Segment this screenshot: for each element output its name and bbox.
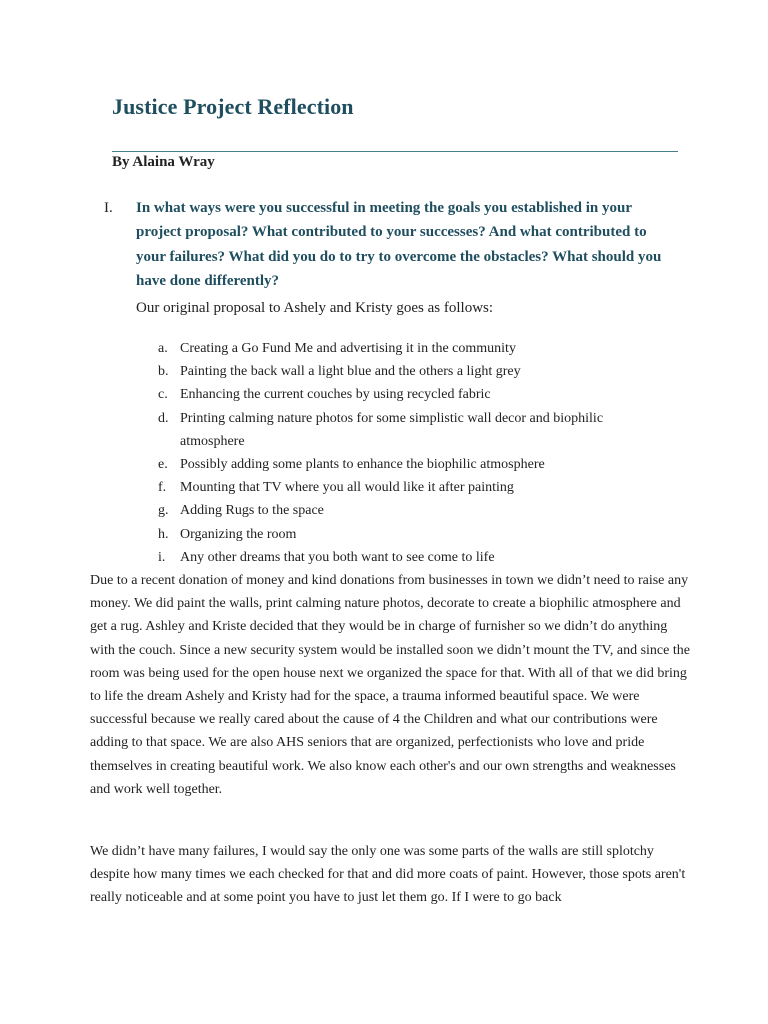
list-item-text: Creating a Go Fund Me and advertising it in the community <box>180 341 516 356</box>
document-title: Justice Project Reflection <box>112 94 354 119</box>
list-item-text: Enhancing the current couches by using recycled fabric <box>180 387 491 403</box>
list-item-text: Painting the back wall a light blue and the others a light grey <box>180 364 521 380</box>
list-item <box>158 453 658 476</box>
list-item-text: Organizing the room <box>180 526 297 542</box>
proposal-intro: Our original proposal to Ashely and Kristy goes as follows: <box>136 300 494 316</box>
list-item <box>158 546 658 569</box>
body-paragraph: We didn’t have many failures, I would say the only one was some parts of the walls are still splotchy despite how many times we each checked for that and did more coats of paint. However, those spots aren't really noticeable and at some point you have to just let them go. If I were to go back <box>90 844 686 906</box>
list-item <box>158 476 658 499</box>
list-item-marker: h. <box>158 526 169 542</box>
list-item <box>158 360 658 383</box>
list-item-text: Adding Rugs to the space <box>180 503 324 519</box>
list-item <box>158 523 658 546</box>
list-item-text: Printing calming nature photos for some simplistic wall decor and biophilic atmosphere <box>180 410 604 449</box>
list-item-marker: e. <box>158 457 168 473</box>
question-number: I. <box>104 200 113 216</box>
list-item-marker: f. <box>158 480 167 496</box>
body-paragraph: Due to a recent donation of money and kind donations from businesses in town we didn’t need to raise any money. We did paint the walls, print calming nature photos, decorate to create a biophilic atmosphere and get a rug. Ashley and Kriste decided that they would be in charge of furnisher so we didn’t do anything with the couch. Since a new security system would be installed soon we didn’t mount the TV, and since the room was being used for the open house next we organized the space for that. With all of that we did bring to life the dream Ashely and Kristy had for the space, a trauma informed beautiful space. We were successful because we really cared about the cause of 4 the Children and what our contributions were adding to that space. We are also AHS seniors that are organized, perfectionists who love and pride themselves in creating beautiful work. We also know each other's and our own strengths and weaknesses and work well together. <box>90 573 690 797</box>
list-item-marker: a. <box>158 341 168 356</box>
list-item-marker: g. <box>158 503 169 519</box>
list-item <box>158 383 658 406</box>
list-item-marker: c. <box>158 387 168 403</box>
list-item-text: Possibly adding some plants to enhance the biophilic atmosphere <box>180 457 545 473</box>
list-item-text: Mounting that TV where you all would like it after painting <box>180 480 514 496</box>
list-item-text: Any other dreams that you both want to see come to life <box>180 549 495 565</box>
reflection-question: In what ways were you successful in meeting the goals you established in your project proposal? What contributed to your successes? And what contributed to your failures? What did you do to try to overcome the obstacles? What should you have done differently? <box>136 200 662 289</box>
list-item <box>158 407 658 453</box>
title-divider <box>112 151 678 152</box>
list-item <box>158 337 658 360</box>
list-item-marker: b. <box>158 364 169 380</box>
proposal-list <box>158 337 658 569</box>
list-item <box>158 499 658 522</box>
author-byline: By Alaina Wray <box>112 154 215 170</box>
list-item-marker: i. <box>158 549 166 565</box>
list-item-marker: d. <box>158 410 169 426</box>
